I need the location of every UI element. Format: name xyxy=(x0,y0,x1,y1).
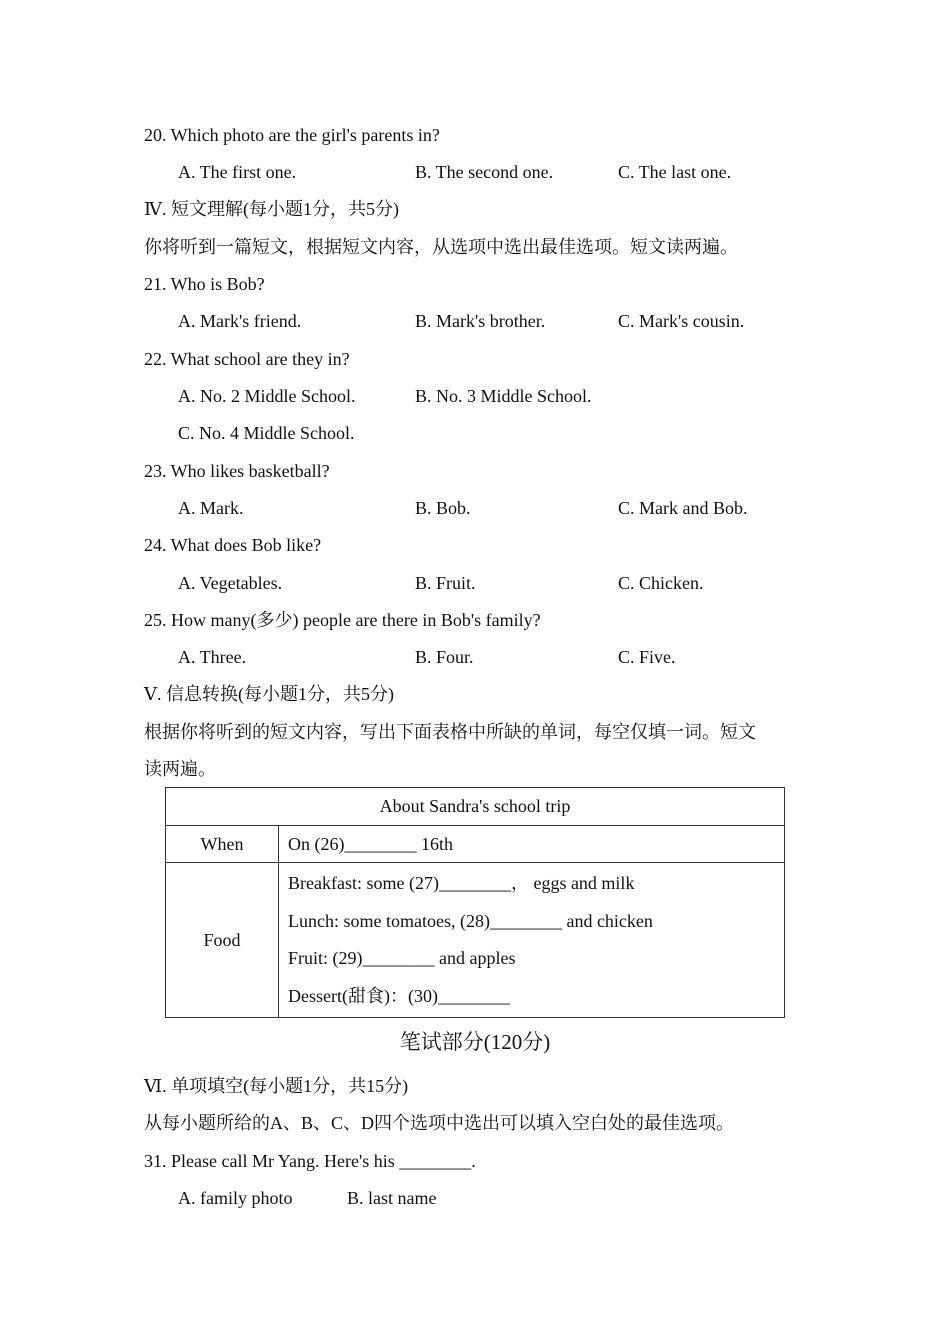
q23-option-c: C. Mark and Bob. xyxy=(618,498,748,518)
section-5-instruction-line-1: 根据你将听到的短文内容，写出下面表格中所缺的单词，每空仅填一词。短文 xyxy=(144,722,756,742)
q21-option-c: C. Mark's cousin. xyxy=(618,311,745,331)
q20-option-a: A. The first one. xyxy=(178,162,297,182)
q25-option-a: A. Three. xyxy=(178,647,247,667)
q25-option-b: B. Four. xyxy=(415,647,474,667)
q24-option-c: C. Chicken. xyxy=(618,573,704,593)
section-6-title: Ⅵ. 单项填空(每小题1分，共15分) xyxy=(144,1076,409,1096)
section-4-instruction: 你将听到一篇短文，根据短文内容，从选项中选出最佳选项。短文读两遍。 xyxy=(144,237,738,257)
food-dessert: Dessert(甜食)：(30)________ xyxy=(288,985,510,1006)
table-caption: About Sandra's school trip xyxy=(166,788,785,826)
q31-option-b: B. last name xyxy=(347,1188,437,1208)
q31-option-a: A. family photo xyxy=(178,1188,293,1208)
school-trip-table xyxy=(165,787,785,1018)
q22-option-a: A. No. 2 Middle School. xyxy=(178,386,356,406)
when-value: On (26)________ 16th xyxy=(279,826,785,863)
section-5-title: Ⅴ. 信息转换(每小题1分，共5分) xyxy=(144,684,394,704)
food-lunch: Lunch: some tomatoes, (28)________ and chicken xyxy=(288,910,653,931)
q20-option-c: C. The last one. xyxy=(618,162,732,182)
question-21: 21. Who is Bob? xyxy=(144,274,265,294)
section-5-instruction-line-2: 读两遍。 xyxy=(144,759,216,779)
food-values xyxy=(279,863,785,1018)
section-4-title: Ⅳ. 短文理解(每小题1分，共5分) xyxy=(144,199,399,219)
question-23: 23. Who likes basketball? xyxy=(144,461,330,481)
question-25: 25. How many(多少) people are there in Bob's family? xyxy=(144,610,541,630)
q21-option-a: A. Mark's friend. xyxy=(178,311,302,331)
question-20: 20. Which photo are the girl's parents in? xyxy=(144,125,440,145)
food-fruit: Fruit: (29)________ and apples xyxy=(288,948,516,968)
question-31: 31. Please call Mr Yang. Here's his ________. xyxy=(144,1151,476,1171)
q24-option-b: B. Fruit. xyxy=(415,573,476,593)
q23-option-a: A. Mark. xyxy=(178,498,244,518)
q22-option-c: C. No. 4 Middle School. xyxy=(178,423,355,443)
q22-option-b: B. No. 3 Middle School. xyxy=(415,386,592,406)
q21-option-b: B. Mark's brother. xyxy=(415,311,546,331)
food-label: Food xyxy=(166,863,279,1018)
q23-option-b: B. Bob. xyxy=(415,498,471,518)
q24-option-a: A. Vegetables. xyxy=(178,573,283,593)
q25-option-c: C. Five. xyxy=(618,647,676,667)
question-22: 22. What school are they in? xyxy=(144,349,350,369)
when-label: When xyxy=(166,826,279,863)
food-breakfast: Breakfast: some (27)________， eggs and milk xyxy=(288,873,635,893)
written-part-title: 笔试部分(120分) xyxy=(399,1030,551,1054)
section-6-instruction: 从每小题所给的A、B、C、D四个选项中选出可以填入空白处的最佳选项。 xyxy=(144,1113,735,1133)
q20-option-b: B. The second one. xyxy=(415,162,554,182)
question-24: 24. What does Bob like? xyxy=(144,535,322,555)
